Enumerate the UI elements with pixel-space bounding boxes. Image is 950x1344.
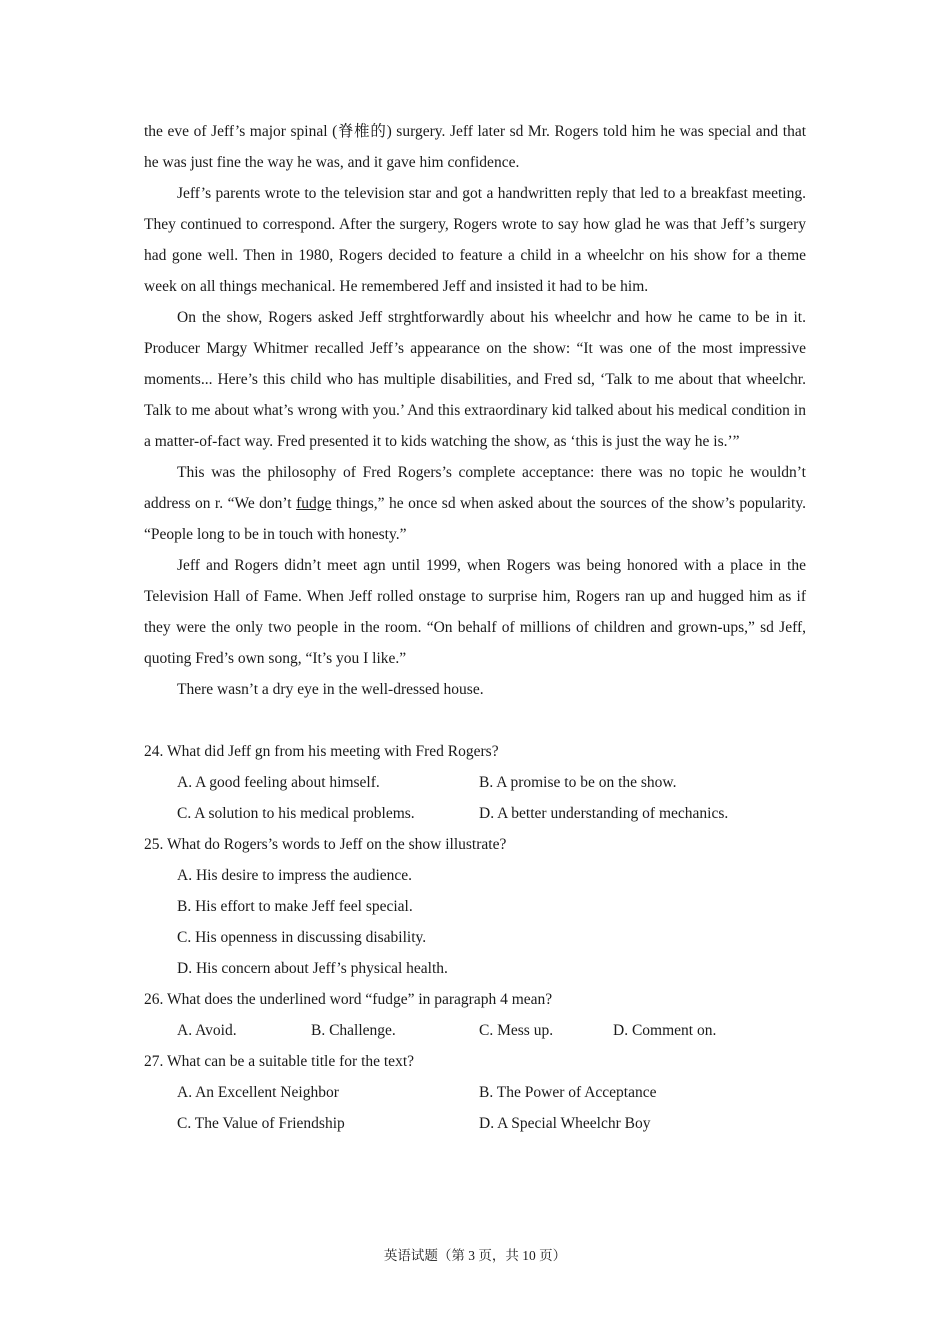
paragraph-1: the eve of Jeff’s major spinal (脊椎的) surgery. Jeff later sd Mr. Rogers told him he was special and that he was just fine the way he was, and it gave him confidence. xyxy=(144,123,806,171)
question-27-options-row-1 xyxy=(144,1077,806,1108)
option-26-c: C. Mess up. xyxy=(479,1022,554,1039)
option-27-b: B. The Power of Acceptance xyxy=(479,1084,657,1101)
paragraph-4 xyxy=(144,457,806,550)
paragraph-4-before: This was the philosophy of Fred Rogers’s complete acceptance: there was no topic he wouldn’t address on r. “We don’t xyxy=(144,464,806,512)
option-27-d: D. A Special Wheelchr Boy xyxy=(479,1115,651,1132)
question-27-stem: 27. What can be a suitable title for the text? xyxy=(144,1053,415,1070)
option-26-d: D. Comment on. xyxy=(613,1022,717,1039)
option-25-c: C. His openness in discussing disability. xyxy=(177,929,427,946)
section-gap xyxy=(144,705,806,736)
paragraph-3: On the show, Rogers asked Jeff strghtforwardly about his wheelchr and how he came to be in it. Producer Margy Whitmer recalled Jeff’s appearance on the show: “It was one of the most impressive moments... Here’s this child who has multiple disabilities, and Fred sd, ‘Talk to me about that wheelchr. Talk to me about what’s wrong with you.’ And this extraordinary kid talked about his medical condition in a matter-of-fact way. Fred presented it to kids watching the show, as ‘this is just the way he is.’” xyxy=(144,309,806,450)
option-24-d: D. A better understanding of mechanics. xyxy=(479,805,729,822)
question-26-stem: 26. What does the underlined word “fudge” in paragraph 4 mean? xyxy=(144,991,553,1008)
paragraph-6: There wasn’t a dry eye in the well-dressed house. xyxy=(177,681,484,698)
paragraph-4-after: things,” he once sd when asked about the sources of the show’s popularity. “People long to be in touch with honesty.” xyxy=(144,495,806,543)
question-24 xyxy=(144,736,806,829)
option-25-a: A. His desire to impress the audience. xyxy=(177,867,413,884)
paragraph-5: Jeff and Rogers didn’t meet agn until 1999, when Rogers was being honored with a place in the Television Hall of Fame. When Jeff rolled onstage to surprise him, Rogers ran up and hugged him as if they were the only two people in the room. “On behalf of millions of children and grown-ups,” sd Jeff, quoting Fred’s own song, “It’s you I like.” xyxy=(144,557,806,667)
question-27-options-row-2 xyxy=(144,1108,806,1139)
question-25 xyxy=(144,829,806,984)
question-27 xyxy=(144,1046,806,1139)
option-27-c: C. The Value of Friendship xyxy=(177,1115,345,1132)
underlined-word: fudge xyxy=(296,495,332,512)
question-24-options-row-2 xyxy=(144,798,806,829)
option-24-c: C. A solution to his medical problems. xyxy=(177,805,415,822)
question-24-options-row-1 xyxy=(144,767,806,798)
page-footer: 英语试题（第 3 页，共 10 页） xyxy=(383,1248,567,1263)
document-body xyxy=(144,116,806,1139)
question-24-stem: 24. What did Jeff gn from his meeting with Fred Rogers? xyxy=(144,743,499,760)
option-24-a: A. A good feeling about himself. xyxy=(177,774,380,791)
question-25-stem: 25. What do Rogers’s words to Jeff on the show illustrate? xyxy=(144,836,507,853)
question-26 xyxy=(144,984,806,1046)
option-24-b: B. A promise to be on the show. xyxy=(479,774,677,791)
option-26-a: A. Avoid. xyxy=(177,1022,237,1039)
option-25-b: B. His effort to make Jeff feel special. xyxy=(177,898,413,915)
question-26-options xyxy=(144,1015,806,1046)
option-26-b: B. Challenge. xyxy=(311,1022,396,1039)
option-25-d: D. His concern about Jeff’s physical health. xyxy=(177,960,448,977)
paragraph-2: Jeff’s parents wrote to the television star and got a handwritten reply that led to a breakfast meeting. They continued to correspond. After the surgery, Rogers wrote to say how glad he was that Jeff’s surgery had gone well. Then in 1980, Rogers decided to feature a child in a wheelchr on his show for a theme week on all things mechanical. He remembered Jeff and insisted it had to be him. xyxy=(144,185,806,295)
option-27-a: A. An Excellent Neighbor xyxy=(177,1084,339,1101)
